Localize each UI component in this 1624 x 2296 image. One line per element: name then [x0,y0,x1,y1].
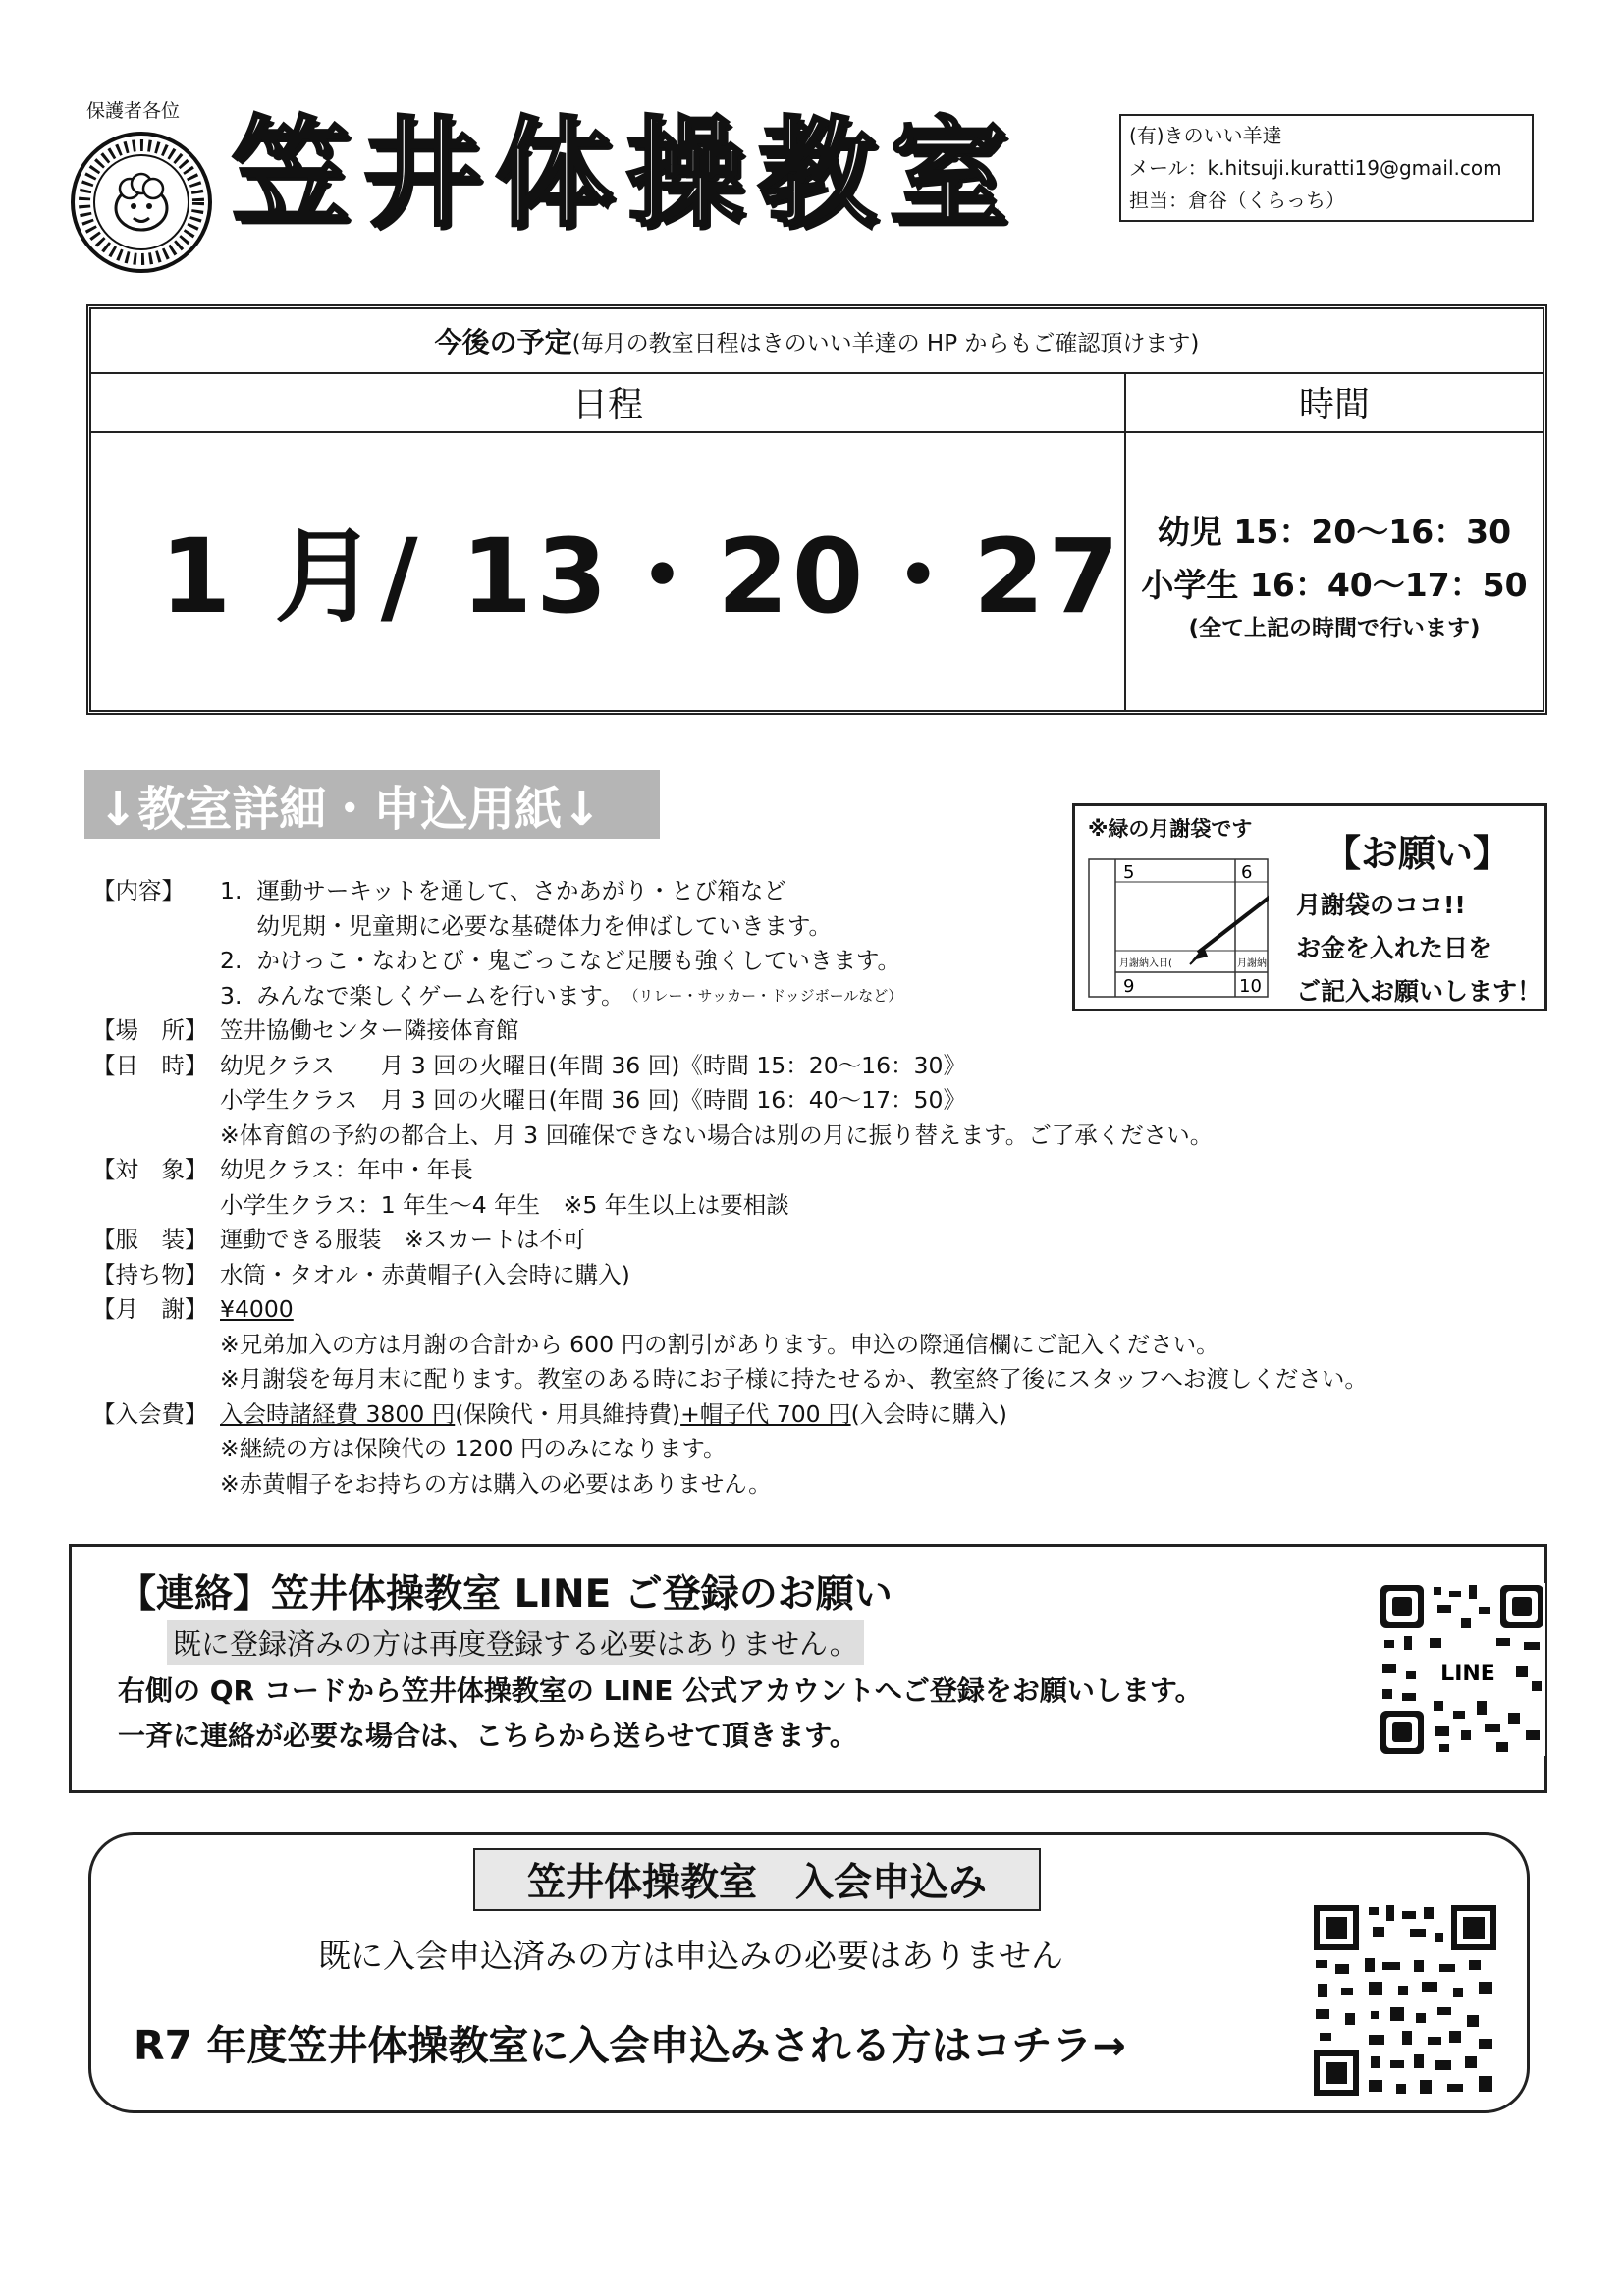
contact-box [1119,114,1534,222]
detail-row: 【日 時】 幼児クラス 月 3 回の火曜日(年間 36 回)《時間 15：20〜16：30》 [92,1051,966,1079]
detail-row: 小学生クラス 月 3 回の火曜日(年間 36 回)《時間 16：40〜17：50》 [220,1086,966,1114]
page-title: 笠井体操教室 [232,106,1021,243]
request-line: 月謝袋のココ!! [1296,891,1466,919]
envelope-label: ※緑の月謝袋です [1088,813,1252,843]
application-title: 笠井体操教室 入会申込み [473,1848,1041,1911]
schedule-heading-note: (毎月の教室日程はきのいい羊達の HP からもご確認頂けます) [571,330,1200,356]
env-cell-text: 月謝納入日( [1119,958,1172,969]
schedule-heading [91,309,1543,374]
env-n6: 6 [1241,862,1253,883]
detail-row: 小学生クラス：1 年生〜4 年生 ※5 年生以上は要相談 [220,1190,789,1219]
detail-row: ※体育館の予約の都合上、月 3 回確保できない場合は別の月に振り替えます。ご了承ください。 [220,1121,1214,1149]
application-note: 既に入会申込済みの方は申込みの必要はありません [318,1937,1063,1975]
detail-row: 【持ち物】 水筒・タオル・赤黄帽子(入会時に購入) [92,1260,630,1288]
schedule-dates: 1 月/ 13・20・27 [160,517,1123,636]
detail-row: ※継続の方は保険代の 1200 円のみになります。 [220,1435,727,1462]
contact-person: 担当：倉谷（くらっち） [1129,189,1345,212]
detail-row: ※兄弟加入の方は月謝の合計から 600 円の割引があります。申込の際通信欄にご記入ください。 [220,1330,1219,1358]
env-cell-text2: 月謝納 [1237,958,1267,969]
column-header-date: 日程 [91,372,1124,433]
section-title: ↓教室詳細・申込用紙↓ [84,770,660,839]
request-title: 【お願い】 [1324,832,1511,875]
application-cta[interactable]: R7 年度笠井体操教室に入会申込みされる方はコチラ→ [134,2022,1126,2069]
env-n5: 5 [1123,862,1135,883]
schedule-times [1126,506,1543,645]
time-note: (全て上記の時間で行います) [1188,616,1481,641]
sheep-logo [69,130,214,275]
schedule-table [86,304,1547,715]
request-line: ご記入お願いします！ [1296,977,1543,1006]
contact-company: (有)きのいい羊達 [1129,124,1282,147]
detail-row: 幼児期・児童期に必要な基礎体力を伸ばしていきます。 [220,911,832,940]
addressee: 保護者各位 [86,100,181,122]
request-line: お金を入れた日を [1296,934,1493,962]
line-instruction: 右側の QR コードから笠井体操教室の LINE 公式アカウントへご登録をお願いします。 [118,1674,1203,1707]
contact-email[interactable]: メール：k.hitsuji.kuratti19@gmail.com [1129,156,1502,180]
column-header-time: 時間 [1126,372,1543,433]
detail-row: 【服 装】 運動できる服装 ※スカートは不可 [92,1226,586,1253]
env-n9: 9 [1123,976,1135,997]
line-title: 【連絡】笠井体操教室 LINE ご登録のお願い [118,1572,893,1616]
detail-row: 3. みんなで楽しくゲームを行います。 （リレー・サッカー・ドッジボールなど） [220,981,903,1010]
application-qr-code[interactable] [1312,1903,1498,2098]
line-qr-code[interactable] [1379,1583,1545,1756]
details-list [92,874,1368,1502]
detail-row: 【入会費】 入会時諸経費 3800 円 (保険代・用具維持費) +帽子代 700 円 (入会時に購入) [92,1399,1007,1428]
detail-row: 【場 所】 笠井協働センター隣接体育館 [92,1016,519,1044]
detail-row: ※月謝袋を毎月末に配ります。教室のある時にお子様に持たせるか、教室終了後にスタッフへお渡しください。 [220,1365,1368,1393]
schedule-heading-bold: 今後の予定 [434,326,572,358]
time-elementary: 小学生 16：40〜17：50 [1141,566,1528,604]
detail-row: 【月 謝】 ¥4000 [92,1295,294,1323]
env-n10: 10 [1239,976,1262,997]
detail-row: 2. かけっこ・なわとび・鬼ごっこなど足腰も強くしていきます。 [220,947,901,974]
detail-row: ※赤黄帽子をお持ちの方は購入の必要はありません。 [220,1469,772,1498]
line-note: 既に登録済みの方は再度登録する必要はありません。 [167,1620,864,1665]
line-info: 一斉に連絡が必要な場合は、こちらから送らせて頂きます。 [118,1720,857,1752]
detail-row: 【内容】 1. 運動サーキットを通して、さかあがり・とび箱など [92,877,786,904]
detail-row: 【対 象】 幼児クラス：年中・年長 [92,1156,473,1183]
time-kids: 幼児 15：20〜16：30 [1157,513,1512,551]
line-logo-text: LINE [1440,1662,1495,1686]
